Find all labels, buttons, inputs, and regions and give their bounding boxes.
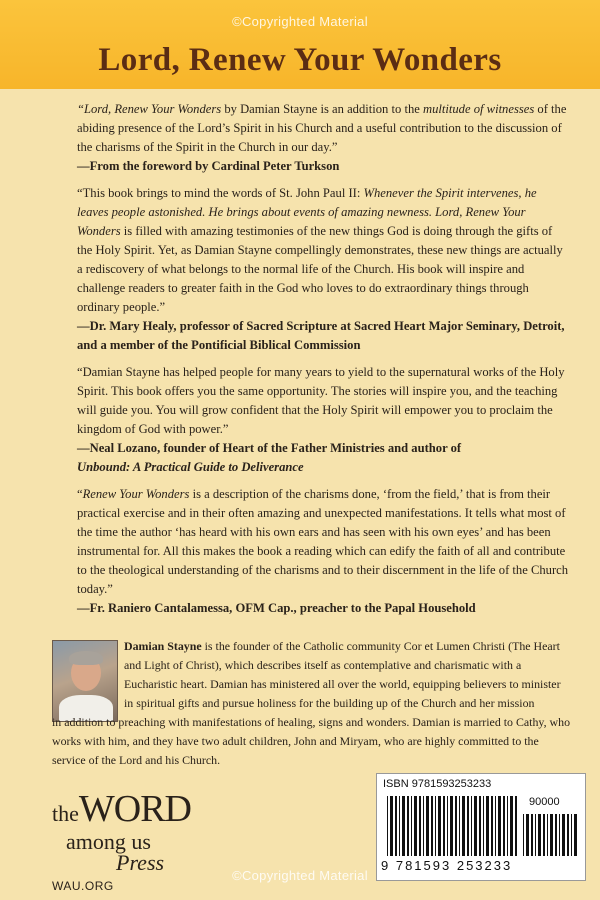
barcode-bar (574, 814, 577, 856)
barcode-bar (531, 814, 533, 856)
barcode-bar (498, 796, 501, 856)
quote-body: “ (77, 487, 83, 501)
barcode-bar (571, 814, 572, 856)
barcode-bar (543, 814, 545, 856)
barcode-bar (535, 814, 536, 856)
author-name: Damian Stayne (124, 639, 202, 653)
quote-text (77, 485, 569, 599)
endorsement-4 (77, 485, 569, 618)
quote-text: “Damian Stayne has helped people for many years to yield to the supernatural works of the Holy Spirit. This book offers you the same opportunity. The stories will inspire you, and the teaching will guide you. You will grow confident that the Holy Spirit will empower you to proclaim the kingdom of God with power.” (77, 365, 565, 436)
quote-body: by Damian Stayne is an addition to the (221, 102, 423, 116)
barcode-bar (483, 796, 484, 856)
barcode-bar (402, 796, 405, 856)
endorsement-3 (77, 363, 569, 477)
barcode-bar (462, 796, 465, 856)
isbn-label: ISBN 9781593253233 (383, 778, 492, 790)
barcode-bar (507, 796, 508, 856)
barcode-bar (523, 814, 524, 856)
author-bio-text: is the founder of the Catholic community Cor et Lumen Christi (The Heart and Light of Christ), which describes itself as contemplative and charismatic with a Eucharistic heart. Damian has ministered all over the world, equipping believers to minister in spiritual gifts and pursue holiness for the building up of the Church and her mission (124, 639, 561, 710)
barcode-bar (491, 796, 493, 856)
barcode-bar (510, 796, 513, 856)
quote-attribution: —Neal Lozano, founder of Heart of the Father Ministries and author of (77, 441, 462, 455)
barcode-bar (399, 796, 400, 856)
quote-attribution: —Fr. Raniero Cantalamessa, OFM Cap., preacher to the Papal Household (77, 601, 476, 615)
barcode-bar (503, 796, 505, 856)
author-photo (52, 640, 118, 722)
watermark-top: ©Copyrighted Material (232, 14, 368, 29)
isbn-digits: 9 781593 253233 (381, 858, 513, 873)
barcode-bar (515, 796, 517, 856)
barcode-bar (567, 814, 569, 856)
barcode-bar (395, 796, 397, 856)
barcode-bar (495, 796, 496, 856)
barcode-bar (423, 796, 424, 856)
barcode-bar (479, 796, 481, 856)
barcode-bar (526, 814, 529, 856)
quote-body: is a description of the charisms done, ‘from the field,’ that is from their practical exercise and in their often amazing and unexpected manifestations. It tells what most of the time the author ‘has heard with his own ears and has seen with his own eyes’ and has been instrumental for. All this makes the book a reading which can edify the faith of all and contribute to the theological understanding of the charisms and to their discernment in the life of the Church today.” (77, 487, 569, 596)
barcode-bar (447, 796, 448, 856)
barcode-bar (486, 796, 489, 856)
logo-press: Press (116, 850, 165, 875)
barcode-bar (559, 814, 560, 856)
barcode-bar (431, 796, 433, 856)
quote-attribution: —From the foreword by Cardinal Peter Turkson (77, 159, 340, 173)
photo-hair (69, 651, 103, 665)
barcode-bar (390, 796, 393, 856)
barcode-bars (387, 796, 517, 856)
logo-wordmark (52, 788, 192, 831)
author-bio-continued: in addition to preaching with manifestations of healing, signs and wonders. Damian is married to Cathy, who works with him, and they have two adult children, John and Miryam, who are highly committed to the service of the Lord and his Church. (52, 715, 571, 767)
endorsements (77, 100, 569, 626)
book-title: Lord, Renew Your Wonders (98, 42, 502, 78)
barcode-bar (414, 796, 417, 856)
quote-emphasis: Whenever the Spirit intervenes, he leaves people astonished. He brings about events of amazing newness. Lord, Renew Your Wonders (77, 186, 537, 238)
quote-body: is filled with amazing testimonies of the new things God is doing through the gifts of the Holy Spirit. Yet, as Damian Stayne compellingly demonstrates, these new things are actually a rediscovery of what belongs to the normal life of the Church. His book will inspire and challenge readers to greater faith in the God who loves to do extraordinary things through ordinary people.” (77, 224, 563, 314)
barcode-bar (474, 796, 477, 856)
barcode-bar (562, 814, 565, 856)
barcode-bar (555, 814, 557, 856)
quote-emphasis: multitude of witnesses (423, 102, 535, 116)
endorsement-1 (77, 100, 569, 176)
logo-among-us: among us (66, 829, 151, 854)
quote-attribution: —Dr. Mary Healy, professor of Sacred Scripture at Sacred Heart Major Seminary, Detroit, and a member of the Pontificial Biblical Commission (77, 319, 565, 352)
quote-book-title: “Lord, Renew Your Wonders (77, 102, 222, 116)
watermark-bottom: ©Copyrighted Material (232, 868, 368, 883)
barcode-bar (443, 796, 445, 856)
logo-word: WORD (78, 788, 191, 830)
quote-emphasis: Renew Your Wonders (82, 487, 190, 501)
barcode-bar (471, 796, 472, 856)
endorsement-2 (77, 184, 569, 355)
barcode-bar (411, 796, 412, 856)
barcode-bar (459, 796, 460, 856)
price-bars (523, 814, 577, 856)
barcode-bar (450, 796, 453, 856)
logo-the: the (52, 801, 79, 826)
quote-attribution-book: Unbound: A Practical Guide to Deliverance (77, 460, 304, 474)
price-code: 90000 (529, 796, 560, 808)
barcode-bar (426, 796, 429, 856)
quote-body: “This book brings to mind the words of St. John Paul II: (77, 186, 364, 200)
barcode-bar (407, 796, 409, 856)
barcode-bar (438, 796, 441, 856)
quote-body: of the abiding presence of the Lord’s Spirit in his Church and a useful contribution to the discussion of the charisms of the Spirit in the Church in our day.” (77, 102, 567, 154)
barcode-bar (538, 814, 541, 856)
quote-text (77, 100, 569, 157)
barcode-bar (550, 814, 553, 856)
barcode-bar (435, 796, 436, 856)
author-bio (124, 637, 572, 713)
barcode-bar (387, 796, 388, 856)
barcode-bar (455, 796, 457, 856)
barcode-bar (547, 814, 548, 856)
quote-text (77, 184, 569, 317)
barcode-bar (419, 796, 421, 856)
barcode (376, 773, 586, 881)
barcode-bar (467, 796, 469, 856)
publisher-url: WAU.ORG (52, 879, 114, 893)
